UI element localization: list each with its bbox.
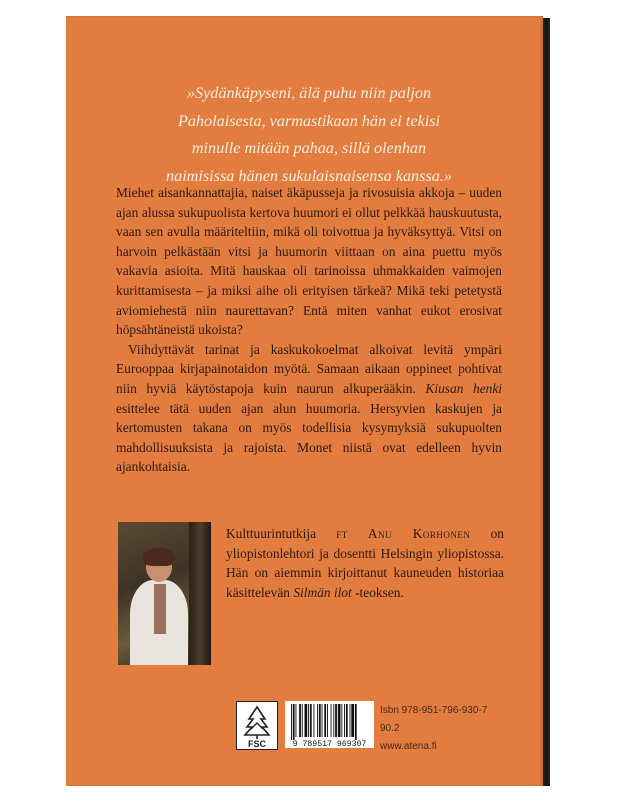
isbn-number: Isbn 978-951-796-930-7 — [380, 705, 488, 716]
author-photo — [118, 522, 211, 665]
blurb-paragraph-2-b: esittelee tätä uuden ajan alun huumoria. Hersyvien kaskujen ja kertomusten takana on myös todellisia kysymyksiä sukupuolten mahdollisuuksista ja rajoista. Monet niistä ovat edelleen hyvin ajankohtaisia. — [116, 400, 502, 475]
barcode-bar — [299, 704, 301, 737]
book-title: Kiusan henki — [425, 380, 502, 396]
cover-quote — [0, 80, 618, 190]
author-bio — [226, 524, 504, 602]
quote-line: Paholaisesta, varmastikaan hän ei tekisi — [177, 111, 441, 130]
blurb-paragraph-2-a: Viihdyttävät tarinat ja kaskukokoelmat alkoivat levitä ympäri Eurooppaa kirjapainotaidon myötä. Samaan aikaan oppineet pohtivat niin hyviä käytöstapoja kuin naurun alkuperääkin. — [116, 341, 502, 396]
classification-code: 90.2 — [380, 723, 400, 734]
blurb-paragraph-2 — [116, 340, 502, 477]
barcode-bar — [310, 704, 312, 737]
quote-line: »Sydänkäpyseni, älä puhu niin paljon — [186, 84, 432, 102]
barcode-bar — [314, 704, 315, 737]
fsc-label: FSC — [248, 739, 266, 749]
previous-book-title: Silmän ilot — [293, 584, 352, 600]
barcode — [285, 701, 374, 748]
barcode-bar — [308, 704, 309, 737]
barcode-bar — [305, 704, 308, 737]
author-name: Anu Korhonen — [367, 526, 471, 541]
barcode-bar — [351, 704, 354, 737]
barcode-digits: 9 789517 969307 — [292, 740, 367, 748]
quote-line: naimisissa hänen sukulaisnaisensa kanssa.» — [166, 166, 452, 185]
barcode-bar — [331, 704, 332, 737]
barcode-bar — [302, 704, 303, 737]
isbn-block — [380, 702, 487, 756]
barcode-bar — [350, 704, 351, 737]
barcode-bar — [344, 704, 345, 737]
barcode-bar — [317, 704, 318, 737]
barcode-bar — [346, 704, 348, 737]
blurb-text — [116, 183, 502, 477]
bio-middle: on yliopistonlehtori ja dosentti Helsingin yliopistossa. Hän on aiemmin kirjoittanut kauneuden historiaa käsittelevän — [226, 526, 504, 600]
fsc-logo — [236, 701, 278, 750]
barcode-bar — [341, 704, 342, 737]
barcode-bar — [333, 704, 334, 737]
bio-prefix: Kulttuurintutkija — [226, 526, 317, 541]
publisher-url: www.atena.fi — [380, 741, 437, 752]
barcode-bar — [319, 704, 321, 737]
barcode-bar — [324, 704, 326, 737]
barcode-bar — [355, 704, 357, 740]
barcode-bar — [291, 704, 292, 740]
barcode-bar — [338, 704, 341, 737]
barcode-bar — [293, 704, 295, 740]
bio-degree: ft — [336, 526, 348, 541]
blurb-paragraph-1: Miehet aisankannattajia, naiset äkäpusseja ja rivosuisia akkoja – uuden ajan alussa sukupuolista kertova huumori ei ollut pelkkää hauskuutusta, vaan sen avulla määriteltiin, mikä oli toivottua ja hyväksyttyä. Vitsi on harvoin pelkästään vitsi ja huumorin viittaan on aina puettu myös vakavia asioita. Mitä hauskaa oli tarinoissa uhmakkaiden vaimojen kurittamisesta – ja miksi aihe oli erityisen tärkeä? Mikä teki petetystä aviomiehestä niin naurettavan? Entä miten vanhat eukot erosivat höpsähtäneistä ukoista? — [116, 185, 502, 338]
barcode-bar — [322, 704, 323, 737]
bio-suffix: -teoksen. — [355, 584, 404, 600]
barcode-bar — [335, 704, 337, 737]
barcode-bar — [296, 704, 297, 737]
barcode-bar — [327, 704, 328, 737]
quote-line: minulle mitään pahaa, sillä olenhan — [191, 139, 427, 157]
